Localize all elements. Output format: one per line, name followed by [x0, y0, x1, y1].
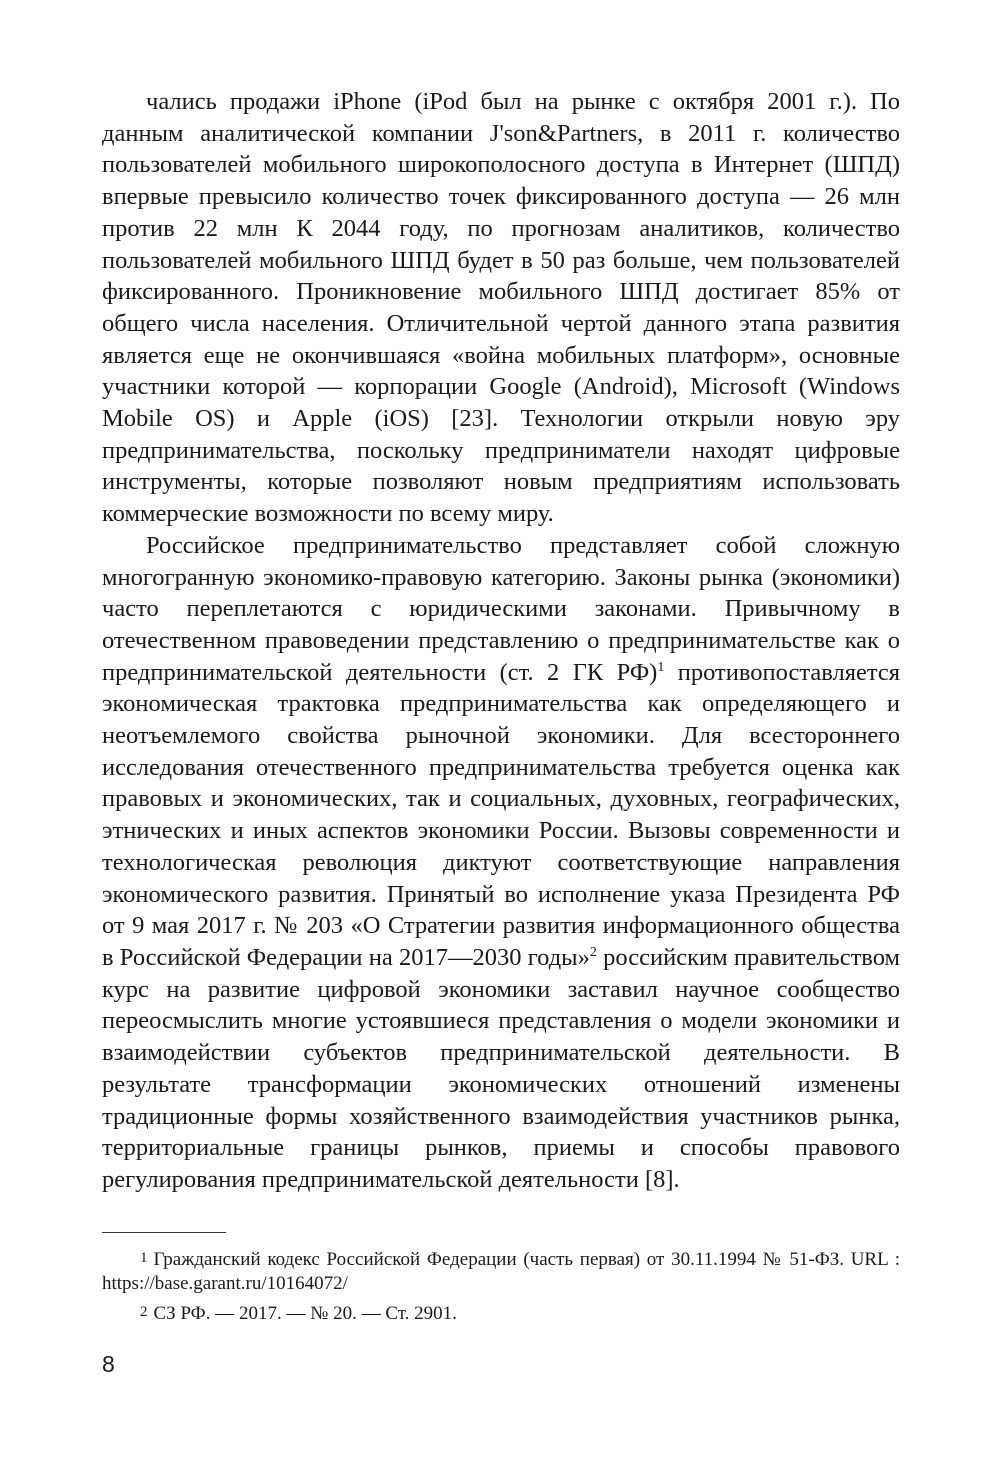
- footnote-mark: 2: [140, 1304, 148, 1320]
- page-number: 8: [102, 1351, 115, 1377]
- paragraph-text: чались продажи iPhone (iPod был на рынке с октября 2001 г.). По данным аналитической компании J'son&Partners, в 2011 г. количество пользователей мобильного широкополосного доступа в Интернет (ШПД) впервые превысило количество точек фиксированного доступа — 26 млн против 22 млн К 2044 году, по прогнозам аналитиков, количество пользователей мобильного ШПД будет в 50 раз больше, чем пользователей фиксированного. Проникновение мобильного ШПД достигает 85% от общего числа населения. Отличительной чертой данного этапа развития является еще не окончившаяся «война мобильных платформ», основные участники которой — корпорации Google (Android), Microsoft (Windows Mobile OS) и Apple (iOS) [23]. Технологии открыли новую эру предпринимательства, поскольку предприниматели находят цифровые инструменты, которые позволяют новым предприятиям использовать коммерческие возможности по всему миру.: [102, 88, 900, 528]
- main-text: [102, 86, 900, 1196]
- footnote-text: Гражданский кодекс Российской Федерации (часть первая) от 30.11.1994 № 51-ФЗ. URL : https://base.garant.ru/10164072/: [102, 1249, 900, 1294]
- paragraph-continuation: [102, 86, 900, 530]
- paragraph-russian-entrepreneurship: [102, 530, 900, 1196]
- paragraph-text-part-2: противопоставляется экономическая трактовка предпринимательства как определяющего и неотъемлемого свойства рыночной экономики. Для всестороннего исследования отечественного предпринимательства требуется оценка как правовых и экономических, так и социальных, духовных, географических, этнических и иных аспектов экономики России. Вызовы современности и технологическая революция диктуют соответствующие направления экономического развития. Принятый во исполнение указа Президента РФ от 9 мая 2017 г. № 203 «О Стратегии развития информационного общества в Российской Федерации на 2017—2030 годы»: [102, 658, 901, 971]
- paragraph-text-part-3: российским правительством курс на развитие цифровой экономики заставил научное сообщество переосмыслить многие устоявшиеся представления о модели экономики и взаимодействии субъектов предпринимательской деятельности. В результате трансформации экономических отношений изменены традиционные формы хозяйственного взаимодействия участников рынка, территориальные границы рынков, приемы и способы правового регулирования предпринимательской деятельности [8].: [102, 943, 900, 1193]
- footnote-1: [102, 1246, 900, 1296]
- footnote-2: [102, 1300, 900, 1326]
- footnote-text: СЗ РФ. — 2017. — № 20. — Ст. 2901.: [153, 1303, 457, 1324]
- footnote-ref-1[interactable]: 1: [657, 659, 665, 675]
- footnote-mark: 1: [140, 1250, 148, 1266]
- footnote-divider: [102, 1232, 226, 1233]
- footnote-ref-2[interactable]: 2: [589, 944, 597, 960]
- footnotes: [102, 1246, 900, 1330]
- paragraph-text-part-1: Российское предпринимательство представляет собой сложную многогранную экономико-правовую категорию. Законы рынка (экономики) часто переплетаются с юридическими законами. Привычному в отечественном правоведении представлению о предпринимательстве как о предпринимательской деятельности (ст. 2 ГК РФ): [102, 531, 900, 686]
